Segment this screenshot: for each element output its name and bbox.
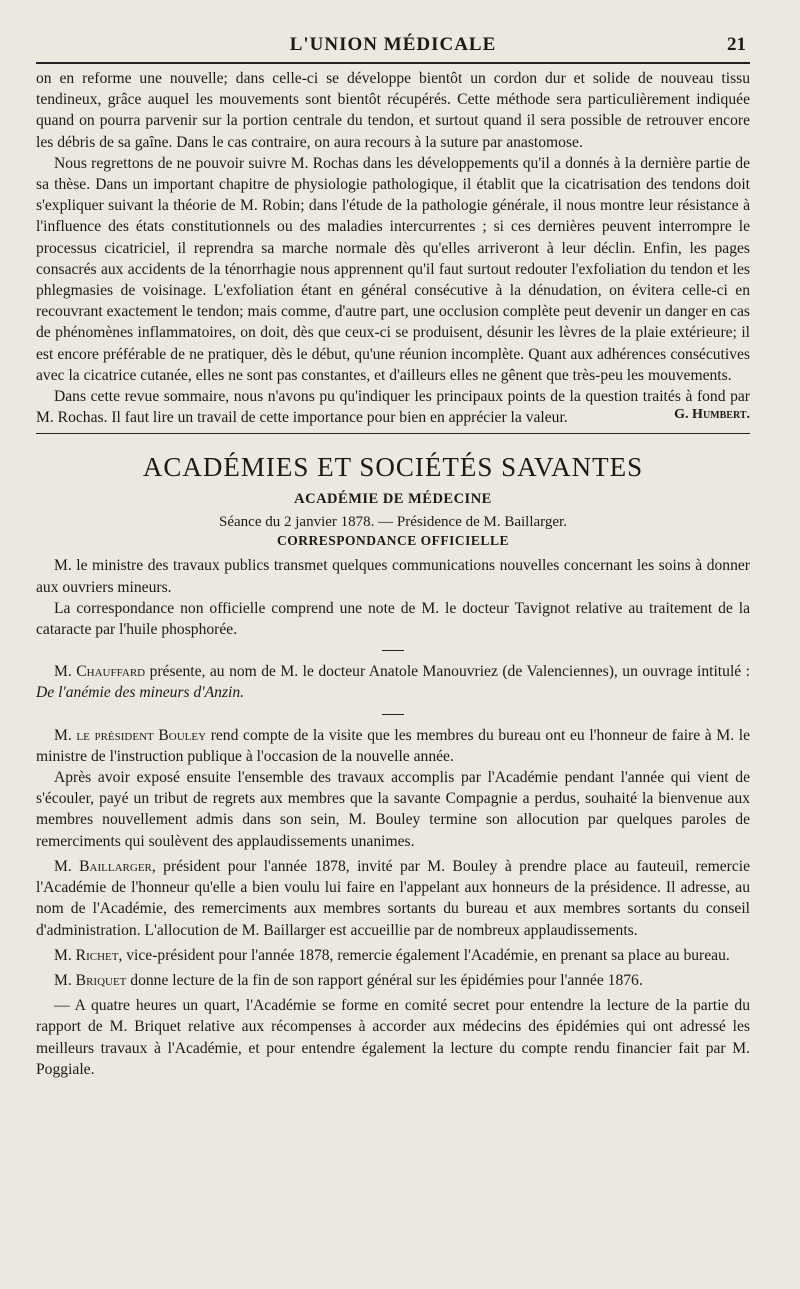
speaker-name: M. Richet [54, 946, 119, 964]
chauffard-paragraph [36, 661, 750, 703]
bouley-allocution: Après avoir exposé ensuite l'ensemble des travaux accomplis par l'Académie pendant l'année qui vient de s'écouler, payé un tribut de regrets aux membres que la savante Compagnie a perdus, souhaité la bienvenue aux membres nouvellement admis dans son sein, M. Bouley termine son allocution par quelques paroles de remerciments qui soulèvent des applaudissements unanimes. [36, 769, 750, 850]
speaker-name: M. Briquet [54, 971, 127, 989]
page-number: 21 [727, 34, 746, 55]
speaker-name: M. Chauffard [54, 663, 146, 681]
session-heading: Séance du 2 janvier 1878. — Présidence de M. Baillarger. [219, 514, 567, 531]
briquet-paragraph [36, 970, 750, 991]
review-signature: G. Humbert. [674, 407, 750, 423]
speaker-name: M. le président Bouley [54, 726, 207, 744]
academy-title: ACADÉMIE DE MÉDECINE [294, 491, 492, 508]
closing-paragraph: — A quatre heures un quart, l'Académie se forme en comité secret pour entendre la lecture de la partie du rapport de M. Briquet relative aux récompenses à accorder aux médecins des épidémies qui ont adressé les meilleurs travaux à l'Académie, et pour entendre également la lecture du compte rendu financier fait par M. Poggiale. [36, 997, 750, 1078]
briquet-text: donne lecture de la fin de son rapport général sur les épidémies pour l'année 1876. [126, 971, 643, 989]
section-rule [36, 433, 750, 434]
correspondence-heading: CORRESPONDANCE OFFICIELLE [277, 533, 509, 549]
review-paragraph-3: Dans cette revue sommaire, nous n'avons pu qu'indiquer les principaux points de la question traités à fond par M. Rochas. Il faut lire un travail de cette importance pour bien en apprécier la valeur. [36, 388, 750, 427]
review-paragraph-1: on en reforme une nouvelle; dans celle-ci se développe bientôt un cordon dur et solide de nouveau tissu tendineux, grâce auquel les mouvements sont bientôt récupérés. Cette méthode sera particulièrement indiquée quand on pourra parvenir sur la portion centrale du tendon, et surtout quand il sera possible de retrouver encore les débris de sa gaîne. Dans le cas contraire, on aura recours à la suture par anastomose. [36, 70, 750, 151]
correspondence-unofficial: La correspondance non officielle comprend une note de M. le docteur Tavignot relative au traitement de la cataracte par l'huile phosphorée. [36, 599, 750, 639]
bouley-paragraph [36, 725, 750, 767]
richet-paragraph [36, 945, 750, 966]
book-title: De l'anémie des mineurs d'Anzin. [36, 684, 245, 702]
speaker-name: M. Baillarger [54, 857, 152, 875]
header-rule [36, 62, 750, 64]
separator [382, 650, 404, 651]
baillarger-paragraph [36, 856, 750, 941]
richet-text: , vice-président pour l'année 1878, remercie également l'Académie, en prenant sa place au bureau. [118, 946, 730, 964]
running-head [36, 0, 750, 62]
bouley-text: rend compte de la visite que les membres du bureau ont eu l'honneur de faire à M. le ministre de l'instruction publique à l'occasion de la nouvelle année. [36, 726, 750, 765]
review-continuation [36, 68, 750, 427]
correspondence-official: M. le ministre des travaux publics transmet quelques communications nouvelles concernant les soins à donner aux ouvriers mineurs. [36, 557, 750, 596]
separator [382, 714, 404, 715]
running-title: L'UNION MÉDICALE [289, 34, 497, 55]
baillarger-text: , président pour l'année 1878, invité par M. Bouley à prendre place au fauteuil, remercie l'Académie de l'honneur qu'elle a bien voulu lui faire en l'appelant aux honneurs de la présidence. Il adresse, au nom de l'Académie, des remerciments aux membres sortants du bureau et aux membres sortants du conseil d'administration. L'allocution de M. Baillarger est accueillie par de nombreux applaudissements. [36, 857, 751, 939]
chauffard-text: présente, au nom de M. le docteur Anatole Manouvriez (de Valenciennes), un ouvrage intitulé : [145, 663, 750, 681]
section-title: ACADÉMIES ET SOCIÉTÉS SAVANTES [142, 452, 644, 483]
review-paragraph-2: Nous regrettons de ne pouvoir suivre M. Rochas dans les développements qu'il a donnés à la dernière partie de sa thèse. Dans un important chapitre de physiologie pathologique, il établit que la cicatrisation des tendons doit s'expliquer suivant la théorie de M. Robin; dans l'étude de la pathologie générale, il nous montre leur résistance à l'influence des états constitutionnels ou des maladies intercurrentes ; si ces dernières peuvent interrompre le processus cicatriciel, il reprendra sa marche normale dès qu'elles arriveront à leur déclin. Enfin, les pages consacrés aux accidents de la ténorrhagie nous apprennent qu'il faut surtout redouter l'exfoliation du tendon et les phlegmasies de voisinage. L'exfoliation étant en général consécutive à la dénudation, on évitera celle-ci en recouvrant exactement le tendon; mais comme, d'autre part, une occlusion complète peut devenir un danger en cas de phénomènes inflammatoires, on doit, dès que ceux-ci se produisent, désunir les lèvres de la plaie extérieure; il est encore préférable de ne pratiquer, dès le début, qu'une réunion incomplète. Quant aux adhérences consécutives avec la cicatrice cutanée, elles ne sont pas constantes, et d'ailleurs elles ne gênent que très-peu les mouvements. [36, 154, 750, 384]
